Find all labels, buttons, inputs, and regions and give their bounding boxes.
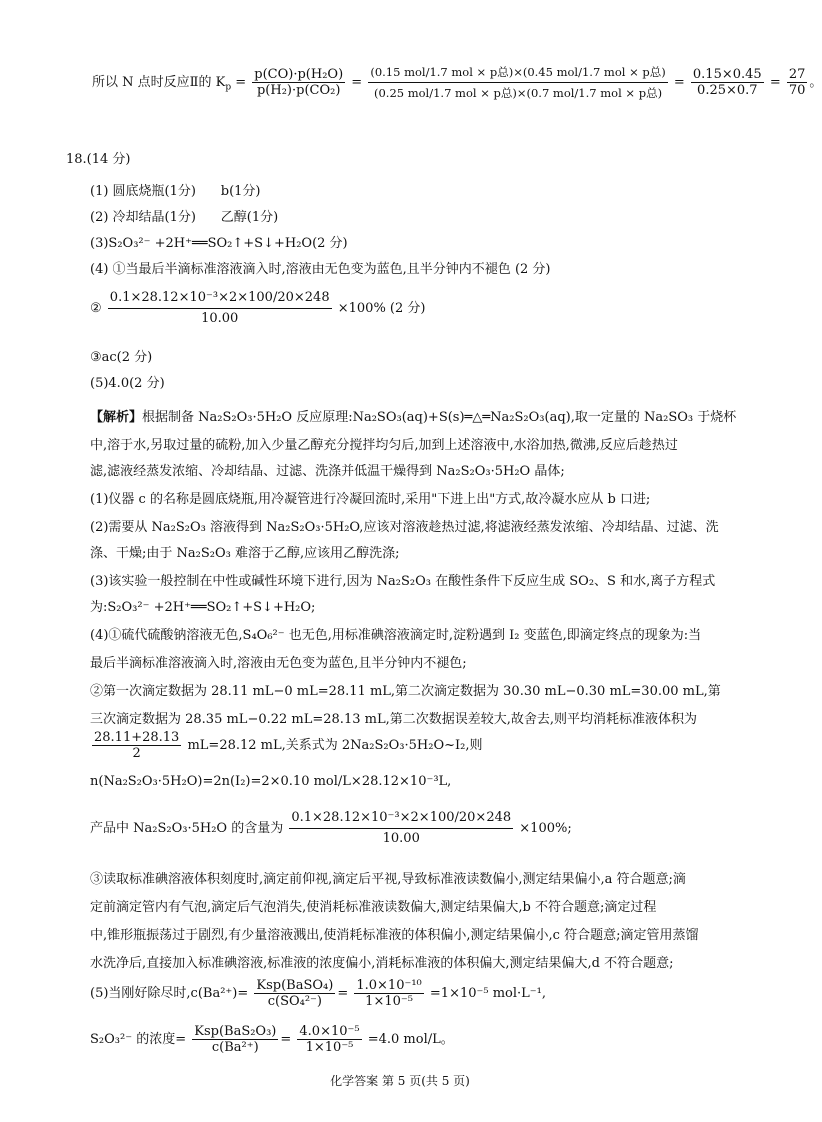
analysis-p2: (1)仪器 c 的名称是圆底烧瓶,用冷凝管进行冷凝回流时,采用"下进上出"方式,故冷凝水应从 b 口进; (90, 492, 651, 507)
kp-result-num: 27 (788, 67, 806, 82)
kp-den: p(H₂)·p(CO₂) (256, 83, 341, 98)
kp-result (787, 67, 808, 98)
q18-answer-4: (4) ①当最后半滴标准溶液滴入时,溶液由无色变为蓝色,且半分钟内不褪色 (2 分) (90, 262, 551, 277)
kp-big-num-b: 0.45 mol/1.7 mol × p总 (527, 65, 662, 79)
analysis-avg-fraction (92, 730, 181, 761)
q18-answer-4-2 (90, 288, 425, 329)
q18-answer-4-3: ③ac(2 分) (90, 350, 153, 365)
analysis-p9-f1-num: Ksp(BaS₂O₃) (194, 1024, 277, 1039)
analysis-p7-l4: 水洗净后,直接加入标准碘溶液,标准液的浓度偏小,消耗标准液的体积偏大,测定结果偏大,d 不符合题意; (90, 956, 674, 971)
analysis-p3-l2: 涤、干燥;由于 Na₂S₂O₃ 难溶于乙醇,应该用乙醇洗涤; (90, 546, 400, 561)
analysis-p3-l1: (2)需要从 Na₂S₂O₃ 溶液得到 Na₂S₂O₃·5H₂O,应该对溶液趁热过滤,将滤液经蒸发浓缩、冷却结晶、过滤、洗 (90, 520, 719, 535)
q18-a4-2-num: 0.1×28.12×10⁻³×2×100/20×248 (108, 288, 332, 309)
analysis-content-den: 10.00 (382, 831, 420, 846)
analysis-content-tail: ×100%; (519, 821, 572, 836)
analysis-p8-f1-den: c(SO₄²⁻) (267, 994, 322, 1009)
analysis-content-pre: 产品中 Na₂S₂O₃·5H₂O 的含量为 (90, 821, 284, 836)
analysis-p6-l1: ②第一次滴定数据为 28.11 mL−0 mL=28.11 mL,第二次滴定数据为 30.30 mL−0.30 mL=30.00 mL,第 (90, 684, 721, 699)
analysis-p9-f1 (192, 1024, 278, 1055)
analysis-p8-pre: (5)当刚好除尽时,c(Ba²⁺)= (90, 986, 249, 1001)
kp-equation: 所以 N 点时反应Ⅱ的 $K_p$ = $\frac{\text{p(CO)·p(H₂O)}}{\text{p(H₂)·p(CO₂)}}$ = $\frac{\text{(0.15 mol/1.7 mol × p总)×(0.45 mol/1.7 mol × p总)}}{\text{(0.25 mol/1.7 mol × p总)×(0.7 mol/1.7 mol × p总)}}$ = $\frac{0.15\times 0.45}{0.25\times 0.7}$ = $\frac{27}{70}$ 。 (92, 62, 822, 103)
analysis-avg-tail: mL=28.12 mL,关系式为 2Na₂S₂O₃·5H₂O~I₂,则 (187, 738, 483, 753)
kp-result-den: 70 (788, 83, 806, 98)
analysis-p5-l2: 最后半滴标准溶液滴入时,溶液由无色变为蓝色,且半分钟内不褪色; (90, 656, 467, 671)
q18-answer-3: (3)S₂O₃²⁻ +2H⁺══SO₂↑+S↓+H₂O(2 分) (90, 236, 348, 251)
analysis-p4-l2: 为:S₂O₃²⁻ +2H⁺══SO₂↑+S↓+H₂O; (90, 600, 316, 615)
q18-a4-2-fraction (108, 288, 332, 329)
analysis-p1-l1-text: 根据制备 Na₂S₂O₃·5H₂O 反应原理:Na₂SO₃(aq)+S(s)═△═Na₂S₂O₃(aq),取一定量的 Na₂SO₃ 于烧杯 (142, 410, 737, 425)
kp-fraction (252, 67, 345, 98)
analysis-p1-l2: 中,溶于水,另取过量的硫粉,加入少量乙醇充分搅拌均匀后,加到上述溶液中,水浴加热,微沸,反应后趁热过 (90, 438, 678, 453)
analysis-p8: (5)当刚好除尽时,c(Ba²⁺)= $\frac{\text{Ksp(BaSO₄)}}{\text{c(SO₄²⁻)}}$ = $\frac{\text{1.0×10⁻¹⁰}}{\text{1×10⁻⁵}}$ =1×10⁻⁵ mol·L⁻¹, (90, 978, 546, 1009)
analysis-content-num: 0.1×28.12×10⁻³×2×100/20×248 (289, 808, 513, 829)
kp-big-num-a: 0.15 mol/1.7 mol × p总 (374, 65, 509, 79)
q18-a4-2-den: 10.00 (201, 311, 239, 326)
q18-header: 18.(14 分) (66, 152, 131, 167)
q18-answer-1: (1) 圆底烧瓶(1分) b(1分) (90, 184, 261, 199)
analysis-p5-l1: (4)①硫代硫酸钠溶液无色,S₄O₆²⁻ 也无色,用标准碘溶液滴定时,淀粉遇到 I₂ 变蓝色,即滴定终点的现象为:当 (90, 628, 702, 643)
kp-big-den-b: 0.7 mol/1.7 mol × p总 (530, 86, 658, 100)
analysis-p8-f2 (354, 978, 423, 1009)
analysis-avg-den: 2 (132, 746, 141, 761)
analysis-p8-f1 (254, 978, 335, 1009)
page-footer: 化学答案 第 5 页(共 5 页) (330, 1074, 470, 1088)
analysis-p9-f2 (297, 1024, 361, 1055)
analysis-label: 【解析】 (90, 410, 143, 425)
analysis-p8-f2-num: 1.0×10⁻¹⁰ (356, 978, 422, 993)
analysis-p6-n: n(Na₂S₂O₃·5H₂O)=2n(I₂)=2×0.10 mol/L×28.12×10⁻³L, (90, 774, 452, 789)
analysis-content-fraction (289, 808, 513, 849)
analysis-p8-f1-num: Ksp(BaSO₄) (256, 978, 334, 993)
kp-big-den: (0.25 mol/1.7 mol × p总)×(0.7 mol/1.7 mol × p总) (373, 86, 663, 100)
analysis-p6-avg (90, 730, 482, 761)
kp-big-fraction (368, 62, 667, 103)
kp-prefix: 所以 N 点时反应Ⅱ的 K (92, 75, 226, 90)
analysis-p8-f2-den: 1×10⁻⁵ (365, 994, 413, 1009)
analysis-p1-l1 (90, 406, 736, 425)
analysis-p7-l2: 定前滴定管内有气泡,滴定后气泡消失,使消耗标准液读数偏大,测定结果偏大,b 不符合题意;滴定过程 (90, 900, 657, 915)
analysis-p9-f2-num: 4.0×10⁻⁵ (299, 1024, 360, 1039)
analysis-avg-num: 28.11+28.13 (94, 730, 180, 745)
kp-num: p(CO)·p(H₂O) (254, 67, 344, 82)
q18-answer-2: (2) 冷却结晶(1分) 乙醇(1分) (90, 210, 279, 225)
q18-a4-2-label: ② (90, 301, 102, 316)
analysis-p9-tail: =4.0 mol/L。 (367, 1032, 454, 1047)
kp-ratio-num: 0.15×0.45 (692, 67, 762, 82)
analysis-p7-l1: ③读取标准碘溶液体积刻度时,滴定前仰视,滴定后平视,导致标准液读数偏小,测定结果偏小,a 符合题意;滴 (90, 872, 686, 887)
kp-big-den-a: 0.25 mol/1.7 mol × p总 (378, 86, 513, 100)
kp-ratio (691, 67, 764, 98)
q18-a4-2-tail: ×100% (2 分) (337, 301, 426, 316)
analysis-p6-content (90, 808, 572, 849)
kp-big-num: (0.15 mol/1.7 mol × p总)×(0.45 mol/1.7 mol × p总) (368, 62, 667, 83)
analysis-p9: S₂O₃²⁻ 的浓度= $\frac{\text{Ksp(BaS₂O₃)}}{\text{c(Ba²⁺)}}$ = $\frac{\text{4.0×10⁻⁵}}{\text{1×10⁻⁵}}$ =4.0 mol/L。 (90, 1024, 454, 1055)
analysis-p9-f1-den: c(Ba²⁺) (211, 1040, 259, 1055)
q18-answer-5: (5)4.0(2 分) (90, 376, 165, 391)
analysis-p7-l3: 中,锥形瓶振荡过于剧烈,有少量溶液溅出,使消耗标准液的体积偏小,测定结果偏小,c 符合题意;滴定管用蒸馏 (90, 928, 699, 943)
analysis-p4-l1: (3)该实验一般控制在中性或碱性环境下进行,因为 Na₂S₂O₃ 在酸性条件下反应生成 SO₂、S 和水,离子方程式 (90, 574, 716, 589)
kp-ratio-den: 0.25×0.7 (697, 83, 758, 98)
analysis-p6-l2: 三次滴定数据为 28.35 mL−0.22 mL=28.13 mL,第二次数据误差较大,故舍去,则平均消耗标准液体积为 (90, 712, 697, 727)
analysis-p8-tail: =1×10⁻⁵ mol·L⁻¹, (429, 986, 546, 1001)
analysis-p9-f2-den: 1×10⁻⁵ (305, 1040, 354, 1055)
analysis-p9-pre: S₂O₃²⁻ 的浓度= (90, 1032, 187, 1047)
analysis-p1-l3: 滤,滤液经蒸发浓缩、冷却结晶、过滤、洗涤并低温干燥得到 Na₂S₂O₃·5H₂O 晶体; (90, 464, 565, 479)
